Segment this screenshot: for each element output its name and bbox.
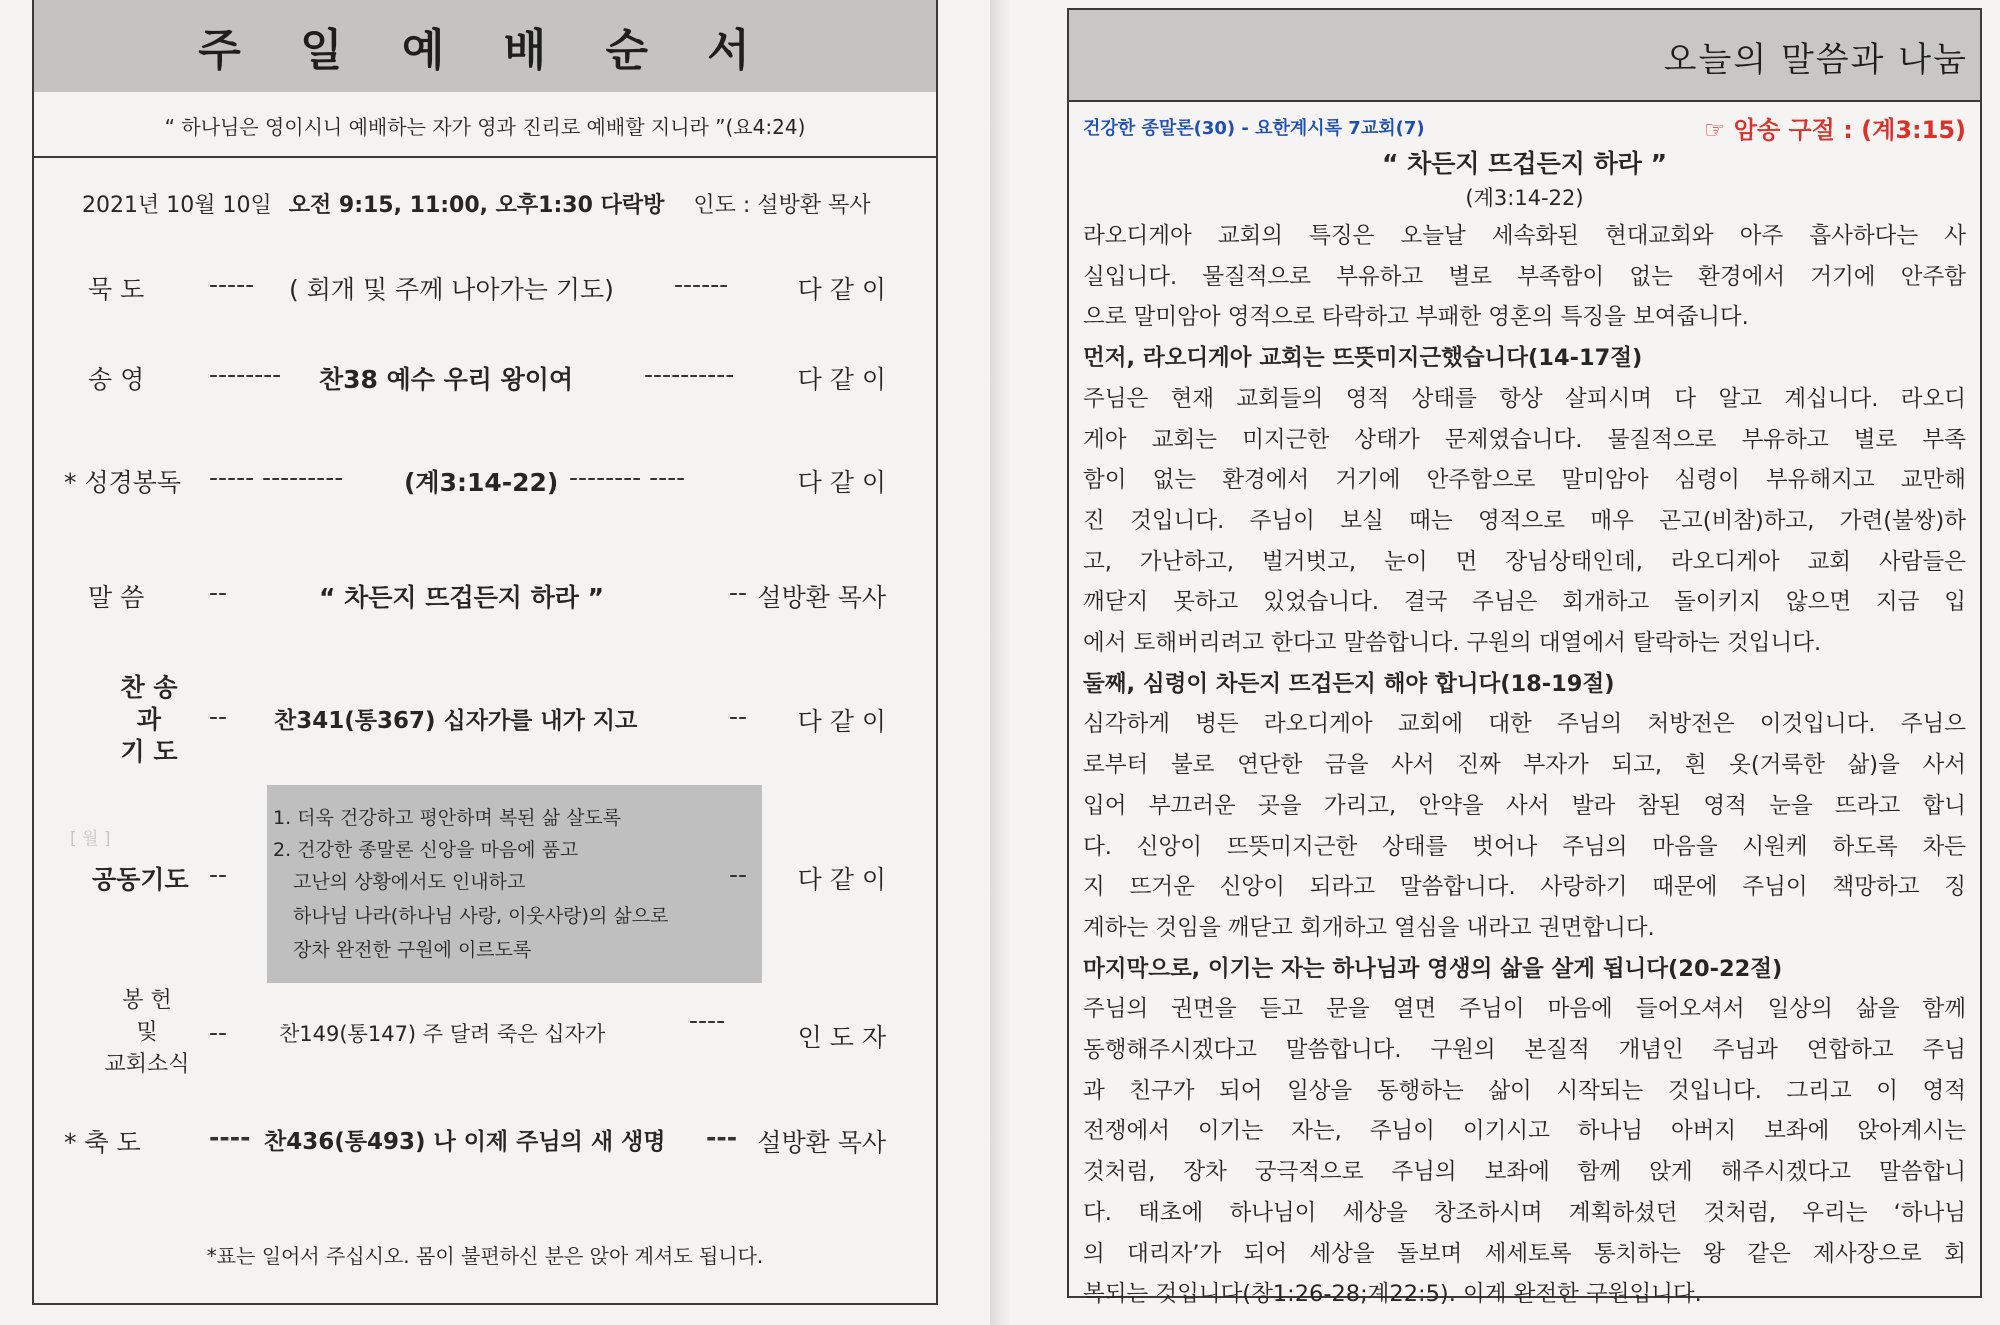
label-line: 기 도 (120, 737, 178, 766)
order-row-offering (34, 1006, 936, 1068)
sermon-text-line: 복되는 것입니다(창1:26-28;계22:5). 이게 완전한 구원입니다. (1083, 1281, 1702, 1308)
sermon-reference: (계3:14-22) (1465, 186, 1584, 210)
order-dash: -- (729, 860, 748, 889)
order-row-benediction (34, 1123, 936, 1173)
worship-title: 주 일 예 배 순 서 (198, 25, 772, 76)
page-fold (990, 0, 1010, 1325)
label-line: 봉 헌 (122, 988, 172, 1013)
standing-note: *표는 일어서 주십시오. 몸이 불편하신 분은 앉아 계셔도 됩니다. (206, 1244, 764, 1268)
order-participant: 다 같 이 (797, 707, 886, 736)
order-label: * 축 도 (64, 1128, 141, 1157)
order-participant: 인 도 자 (797, 1023, 886, 1052)
order-participant: 다 같 이 (797, 468, 886, 497)
order-dash: ---- (209, 1123, 251, 1152)
sermon-text-line: 과 친구가 되어 일상을 동행하는 삶이 시작되는 것입니다. 그리고 이 영적 (1083, 1077, 1966, 1104)
order-participant: 다 같 이 (797, 275, 886, 304)
order-dash: ----- (209, 270, 255, 299)
label-line: 과 (136, 705, 162, 734)
order-dash: -- (729, 578, 748, 607)
order-content: 찬149(통147) 주 달려 죽은 십자가 (279, 1022, 606, 1046)
prayer-item: 장차 완전한 구원에 이르도록 (293, 939, 532, 961)
sermon-point-heading: 둘째, 심령이 차든지 뜨겁든지 해야 합니다(18-19절) (1083, 670, 1615, 697)
order-row-doxology (34, 360, 936, 410)
sermon-text-line: 함이 없는 환경에서 거기에 안주함으로 말미암아 심령이 부유해지고 교만해 (1083, 467, 1966, 494)
sermon-text-line: 진 것입니다. 주님이 보실 때는 영적으로 매우 곤고(비참)하고, 가련(불쌍)하 (1083, 507, 1966, 534)
series-label: 건강한 종말론(30) - 요한계시록 7교회(7) (1083, 118, 1425, 139)
sermon-text-line: 다. 태초에 하나님이 세상을 창조하시며 계획하셨던 것처럼, 우리는 ‘하나님 (1083, 1199, 1966, 1226)
sermon-text-line: 실입니다. 물질적으로 부유하고 별로 부족함이 없는 환경에서 거기에 안주함 (1083, 263, 1966, 290)
order-participant: 설방환 목사 (757, 1128, 886, 1157)
order-participant: 다 같 이 (797, 365, 886, 394)
service-leader: 인도 : 설방환 목사 (693, 193, 871, 218)
order-dash: -- (209, 860, 228, 889)
sermon-title-bar (1069, 10, 1980, 102)
order-dash: -- (729, 702, 748, 731)
right-page (1010, 0, 2000, 1325)
order-dash: ----- --------- (209, 463, 344, 492)
order-content: 찬38 예수 우리 왕이여 (319, 365, 574, 394)
order-label: 말 씀 (88, 583, 145, 612)
order-row-scripture (34, 463, 936, 513)
order-label: * 성경봉독 (64, 468, 182, 497)
order-content: 찬436(통493) 나 이제 주님의 새 생명 (264, 1129, 666, 1155)
order-participant: 다 같 이 (797, 865, 886, 894)
sermon-text-line: 것처럼, 장차 궁극적으로 주님의 보좌에 함께 앉게 해주시겠다고 말씀합니 (1083, 1159, 1966, 1186)
sermon-text-line: 로부터 불로 연단한 금을 사서 진짜 부자가 되고, 흰 옷(거룩한 삶)을 사서 (1083, 752, 1966, 779)
label-line: 교회소식 (104, 1052, 190, 1077)
order-participant: 설방환 목사 (757, 583, 886, 612)
sermon-text-line: 게아 교회는 미지근한 상태가 문제였습니다. 물질적으로 부유하고 별로 부족 (1083, 426, 1966, 453)
sermon-text-line: 주님은 현재 교회들의 영적 상태를 항상 살피시며 다 알고 계십니다. 라오디 (1083, 385, 1966, 412)
order-content: “ 차든지 뜨겁든지 하라 ” (319, 583, 605, 612)
sermon-point-heading: 먼저, 라오디게아 교회는 뜨뜻미지근했습니다(14-17절) (1083, 345, 1643, 372)
sermon-text-line: 깨닫지 못하고 있었습니다. 결국 주님은 회개하고 돌이키지 않으면 지금 입 (1083, 589, 1966, 616)
order-dash: -------- (209, 360, 282, 389)
sermon-point-heading: 마지막으로, 이기는 자는 하나님과 영생의 삶을 살게 됩니다(20-22절) (1083, 955, 1783, 982)
order-dash: ---------- (644, 360, 735, 389)
theme-verse: “ 하나님은 영이시니 예배하는 자가 영과 진리로 예배할 지니라 ”(요4:24) (34, 94, 936, 158)
sermon-title: “ 차든지 뜨겁든지 하라 ” (1381, 149, 1668, 178)
order-content: 찬341(통367) 십자가를 내가 지고 (274, 708, 638, 734)
order-dash: -------- ---- (569, 463, 686, 492)
sermon-text-line: 다. 신앙이 뜨뜻미지근한 상태를 벗어나 주님의 마음을 시원케 하도록 차든 (1083, 833, 1966, 860)
order-label: 묵 도 (88, 275, 145, 304)
worship-title-bar (34, 0, 936, 92)
order-dash: -- (209, 578, 228, 607)
order-row-hymn (34, 702, 936, 752)
order-content: ( 회개 및 주께 나아가는 기도) (289, 275, 614, 304)
order-label: 공동기도 (92, 865, 189, 894)
service-date: 2021년 10월 10일 (82, 193, 272, 218)
sermon-panel (1067, 8, 1982, 1308)
sermon-text-line: 계하는 것임을 깨닫고 회개하고 열심을 내라고 권면합니다. (1083, 914, 1655, 941)
bleed-through-text: [ 월 ] (70, 829, 111, 849)
order-dash: --- (706, 1123, 738, 1152)
order-dash: ------ (674, 270, 729, 299)
order-label: 송 영 (88, 365, 145, 394)
section-title: 오늘의 말씀과 나눔 (1663, 40, 1968, 80)
sermon-text-line: 지 뜨거운 신앙이 되라고 말씀합니다. 사랑하기 때문에 주님이 책망하고 징 (1083, 874, 1966, 901)
order-row-common-prayer (34, 860, 936, 910)
left-page (0, 0, 990, 1325)
prayer-item: 고난의 상황에서도 인내하고 (293, 871, 526, 893)
order-row-sermon (34, 578, 936, 628)
label-line: 찬 송 (120, 673, 178, 702)
order-row-silent-prayer (34, 270, 936, 320)
sermon-text-line: 에서 토해버리려고 한다고 말씀합니다. 구원의 대열에서 탈락하는 것입니다. (1083, 630, 1822, 656)
sermon-text-line: 라오디게아 교회의 특징은 오늘날 세속화된 현대교회와 아주 흡사하다는 사 (1083, 223, 1966, 249)
order-dash: -- (209, 1018, 228, 1047)
sermon-text-line: 입어 부끄러운 곳을 가리고, 안약을 사서 발라 참된 영적 눈을 뜨라고 합니 (1083, 792, 1966, 819)
order-dash: ---- (689, 1006, 726, 1035)
service-times: 오전 9:15, 11:00, 오후1:30 다락방 (288, 193, 665, 218)
prayer-item: 1. 더욱 건강하고 평안하며 복된 삶 살도록 (273, 807, 622, 829)
prayer-item: 2. 건강한 종말론 신앙을 마음에 품고 (273, 839, 579, 861)
memory-verse: ☞ 암송 구절 : (계3:15) (1703, 116, 1966, 144)
sermon-text-line: 전쟁에서 이기는 자는, 주님이 이기시고 하나님 아버지 보좌에 앉아계시는 (1083, 1118, 1966, 1145)
sermon-text-line: 주님의 권면을 듣고 문을 열면 주님이 마음에 들어오셔서 일상의 삶을 함께 (1083, 996, 1966, 1023)
sermon-text-line: 으로 말미암아 영적으로 타락하고 부패한 영혼의 특징을 보여줍니다. (1083, 304, 1749, 331)
sermon-text-line: 심각하게 병든 라오디게아 교회에 대한 주님의 처방전은 이것입니다. 주님으 (1083, 711, 1966, 738)
sermon-text-line: 고, 가난하고, 벌거벗고, 눈이 먼 장님상태인데, 라오디게아 교회 사람들은 (1083, 548, 1966, 575)
label-line: 및 (136, 1020, 158, 1045)
service-info (82, 188, 870, 219)
sermon-text-line: 의 대리자’가 되어 세상을 돌보며 세세토록 통치하는 왕 같은 제사장으로 회 (1083, 1240, 1966, 1267)
worship-order-panel (32, 0, 938, 1305)
sermon-text-line: 동행해주시겠다고 말씀합니다. 구원의 본질적 개념인 주님과 연합하고 주님 (1083, 1037, 1966, 1063)
order-dash: -- (209, 702, 228, 731)
prayer-item: 하나님 나라(하나님 사랑, 이웃사랑)의 삶으로 (293, 905, 669, 927)
order-content: (계3:14-22) (404, 468, 559, 497)
